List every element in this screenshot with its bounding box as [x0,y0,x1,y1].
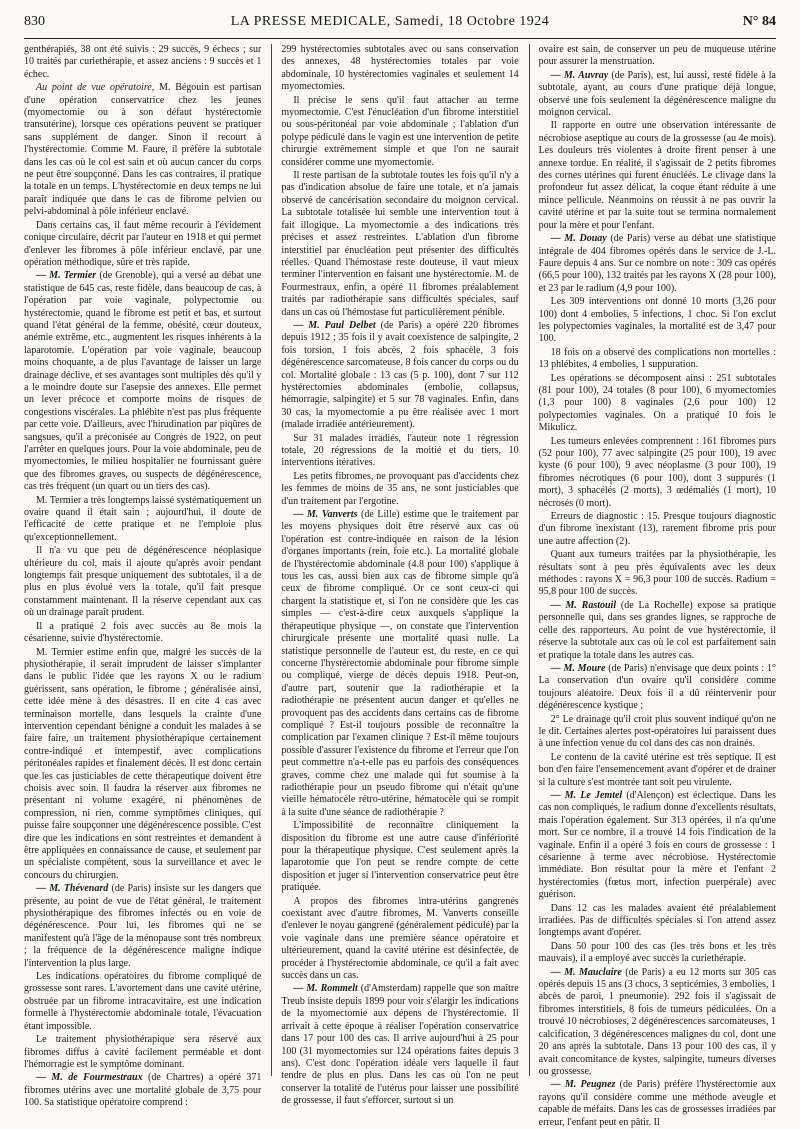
paragraph [24,82,261,218]
paragraph [539,600,776,662]
paragraph-text: M. Termier a très longtemps laissé systématiquement un ovaire quand il était sain ; aujourd'hui, il doute de l'efficacité de cette pratique et ne l'emploie plus qu'exceptionnellement. [24,494,262,543]
paragraph-text: Les tumeurs enlevées comprennent : 161 fibromes purs (52 pour 100), 77 avec salpingite (25 pour 100), 19 avec kyste (6 pour 100), 9 avec néoplasme (3 pour 100), 19 fibromes nécrotiques (6 pour 100), dont 3 suppurés (1 mort), 3 sphacélés (2 morts), 3 œdémaliés (1 mort), 10 nécrosés (0 mort). [538,435,776,509]
paragraph [539,233,776,295]
paragraph [24,44,261,81]
journal-title: LA PRESSE MEDICALE, Samedi, 18 Octobre 1924 [230,14,550,29]
paragraph [539,120,776,232]
speaker-name: — M. Thévenard [36,883,109,895]
speaker-name: — M. Rommelt [293,983,358,995]
issue-number: N° 84 [742,14,776,29]
paragraph-text: (d'Alençon) est éclectique. Dans les cas non compliqués, le radium donne d'excellents résultats, mais l'opération également. Sur 313 opérées, il n'a qu'une mort. Sur ce nombre, il a trouvé 14 fois l'indication de la vaginale. Enfin il a opéré 3 fois en cours de grossesse : 1 césarienne à terme avec nécrobiose. Hystérectomie immédiate. Bon résultat pour la mère et l'enfant 2 hystérectomies (fœtus mort, infection puerpérale) avec guérison. [538,789,776,901]
paragraph [24,545,261,619]
paragraph-text: Les indications opératoires du fibrome compliqué de grossesse sont rares. L'avortement dans une cavité utérine, obstruée par un fibrome intracavitaire, est une indication formelle à l'hystérectomie abdominale totale, l'évacuation étant impossible. [24,971,262,1032]
paragraph-text: Il précise le sens qu'il faut attacher au terme myomectomie. C'est l'énucléation d'un fibrome interstitiel ou sous-péritonéal par voie abdominale ; l'ablation d'un polype pédiculé dans le vagin est une intervention de petite chirurgie extrêmement simple et que l'on ne saurait considérer comme une myomectomie. [281,94,519,168]
page-number: 830 [24,14,45,29]
paragraph-text: Sur 31 malades irradiés, l'auteur note 1 régression totale, 20 régressions de la moitié et du tiers, 10 interventions itératives. [281,432,519,469]
paragraph [281,433,518,470]
paragraph [281,320,518,432]
paragraph-text: Dans 50 pour 100 des cas (les très bons et les très mauvais), il a employé avec succès la curiethérapie. [538,940,776,965]
speaker-name: — M. Mauclaire [550,966,622,978]
paragraph [281,820,518,894]
paragraph-text: Le contenu de la cavité utérine est très septique. Il est bon d'en faire l'ensemencement avant d'opérer et de drainer si la culture s'est montrée tant soit peu virulente. [538,751,776,788]
paragraph-text: M. Bégouin est partisan d'une opération conservatrice chez les jeunes (myomectomie ou à son défaut hystérectomie transutérine), lorsque ces opérations peuvent se pratiquer sans supplément de danger. Sinon il recourt à l'hystérectomie. Comme M. Faure, il préfère la subtotale dans les cas où le col est sain et où aucun cancer du corps ne peut être soupçonné. Dans les cas contraires, il pratique la totale en un temps. L'hystérectomie en deux temps ne lui paraît indiquée que dans le cas de fibrome pelvien ou pelvi-abdominal à pôle inférieur enclavé. [24,82,262,218]
paragraph-text: (de Paris) n'envisage que deux points : 1° La conservation d'un ovaire qu'il considère comme toujours aléatoire. Deux fois il a dû réintervenir pour dégénérescence kystique ; [538,662,776,712]
paragraph [539,941,776,966]
speaker-name: — M. de Fourmestraux [36,1072,143,1084]
speaker-name: — M. Termier [36,270,97,282]
paragraph-text: (de Paris) a opéré 220 fibromes depuis 1912 ; 35 fois il y avait coexistence de salpingite, 2 fois torsion, 1 fois abcès, 2 fois sphacèle, 3 fois dégénérescence sarcomateuse, 8 fois cancer du corps ou du col. Mortalité globale : 13 cas (5 p. 100), dont 7 sur 112 hystérectomies abdominales (embolie, collapsus, hémorragie, salpingite) et 5 sur 78 vaginales. Enfin, dans 30 cas, la myomectomie a pu être réalisée avec 1 mort (malade irradiée antérieurement). [281,319,519,431]
speaker-name: — M. Peugnez [550,1079,616,1091]
paragraph [24,971,261,1033]
paragraph [539,714,776,751]
paragraph [539,1079,776,1129]
paragraph-text: (de Paris) insiste sur les dangers que présente, au point de vue de l'état général, le traitement physiothérapique des fibromes infectés ou en voie de dégénérescence. Pour lui, les fibromes qui ne se manifestent qu'à l'âge de la ménopause sont très nombreux ; la fréquence de la dégénérescence maligne indique l'intervention la plus large. [24,883,262,969]
paragraph [539,511,776,548]
paragraph [281,44,518,94]
speaker-name: — M. Paul Delbet [293,319,376,331]
column-3 [529,44,776,1128]
paragraph-text: Il a pratiqué 2 fois avec succès au 8e mois la césarienne, suivie d'hystérectomie. [24,620,262,645]
paragraph-text: A propos des fibromes intra-utérins gangrenés coexistant avec d'autre fibromes, M. Vanverts conseille d'enlever le noyau gangrené (généralement pédiculé) par la voie vaginale dans une première séance opératoire et ultérieurement, quand la cavité utérine est désinfectée, de procéder à l'hystérectomie abdominale, ce qu'il a fait avec succès dans un cas. [281,895,519,982]
paragraph-text: (de Paris) préfère l'hystérectomie aux rayons qu'il considère comme une méthode aveugle et capable de méfaits. Dans les cas de grossesses irradiées par erreur, l'enfant peut en pâtir. Il [538,1079,776,1128]
paragraph-text: (de Paris), est, lui aussi, resté fidèle à la subtotale, ayant, au cours d'une pratique déjà longue, observé une fois seulement la dégénérescence maligne du moignon cervical. [538,69,776,119]
paragraph-text: ovaire est sain, de conserver un peu de muqueuse utérine pour assurer la menstruation. [538,44,776,68]
italic-lead: Au point de vue opératoire, [36,82,155,94]
speaker-name: — M. Le Jemtel [550,789,623,801]
paragraph-text: Les petits fibromes, ne provoquant pas d'accidents chez les femmes de moins de 35 ans, ne sont justiciables que d'un traitement par l'ergotine. [281,470,519,507]
paragraph [281,509,518,819]
speaker-name: — M. Douay [550,233,607,245]
paragraph [281,471,518,508]
column-1 [24,44,262,1109]
paragraph-text: Il n'a vu que peu de dégénérescence néoplasique ultérieure du col, mais il ajoute qu'après avoir pendant longtemps fait presque uniquement des subtotales, il a de plus en plus évolué vers la totale, qu'il fait presque constamment maintenant. Il la réserve cependant aux cas où un drainage paraît prudent. [24,545,262,619]
paragraph-text: 299 hystérectomies subtotales avec ou sans conservation des annexes, 48 hystérectomies totales par voie abdominale, 10 hystérectomies vaginales et seulement 14 myomectomies. [281,44,519,93]
paragraph-text: Il rapporte en outre une observation intéressante de nécrobiose aseptique au cours de la grossesse (au 4e mois). Les douleurs très violentes à droite firent penser à une annexe tordue. En réalité, il s'agissait de 2 petits fibromes des cornes utérines qui furent énucléés. Le clivage dans la profondeur fut assez délicat, la coque étant réduite à une mince pellicule. Néanmoins on réussit à ne pas ouvrir la cavité utérine et par la suite tout se termina normalement pour la mère et pour l'enfant. [538,120,776,231]
paragraph-text: (de Paris) a eu 12 morts sur 305 cas opérés depuis 15 ans (3 chocs, 3 septicémies, 3 embolies, 1 abcès de paroi, 1 pneumonie). 292 fois il s'agissait de fibromes interstitiels, 8 fois de tumeurs pédiculées. On a trouvé 10 nécrobioses, 2 dégénérescences sarcomateuses, 1 calcification, 3 dégénérescences malignes du col, dont une 20 ans après la subtotale. Dans 13 pour 100 des cas, il y avait concomitance de kystes, salpingite, tumeurs diverses ou grossesse. [538,966,776,1077]
paragraph [539,70,776,120]
paragraph-text: Il reste partisan de la subtotale toutes les fois qu'il n'y a pas d'indication absolue de faire une totale, et n'a jamais observé de cancérisation secondaire du moignon cervical. La subtotale totalisée lui semble une intervention tout à fait illogique. La myomectomie a des indications très précises et assez restreintes. L'ablation d'un fibrome interstitiel par énucléation peut présenter des difficultés réelles. Quand l'hémostase reste douteuse, il vaut mieux terminer l'intervention en faisant une hystérectomie. M. de Fourmestraux, enfin, a opéré 11 fibromes préalablement traités par radiothérapie sans difficultés spéciales, sauf dans un cas où l'hémostase fut particulièrement pénible. [281,170,519,318]
paragraph-text: 18 fois on a observé des complications non mortelles : 13 phlébites, 4 embolies, 1 suppuration. [538,346,776,371]
paragraph [539,967,776,1079]
paragraph [281,896,518,983]
article-columns [24,44,776,1128]
paragraph [24,1034,261,1071]
paragraph [539,752,776,789]
column-2 [271,44,519,1107]
header-rule [24,38,776,39]
paragraph-text: (de Chartres) a opéré 371 fibromes utérins avec une mortalité globale de 3,75 pour 100. Sa statistique opératoire comprend : [24,1072,262,1109]
paragraph-text: 2° Le drainage qu'il croit plus souvent indiqué qu'on ne le dit. Certaines alertes post-opératoires lui paraissent dues à une infection venue du col dans des cas non drainés. [538,713,776,750]
paragraph [24,647,261,883]
paragraph [539,549,776,599]
paragraph [539,373,776,435]
paragraph [24,1072,261,1109]
paragraph-text: (d'Amsterdam) rappelle que son maître Treub insiste depuis 1899 pour voir s'élargir les indications de la myomectomie aux dépens de l'hystérectomie. Il arrivait à cette époque à réaliser l'opération conservatrice dans 17 pour 100 des cas. Il arrive aujourd'hui à 25 pour 100 (31 myomectomies sur 124 opérations faites depuis 3 ans). C'est donc l'opération idéale vers laquelle il faut tendre de plus en plus. Dans les cas où l'on ne peut conserver la totalité de l'utérus pour laisser une possibilité de grossesse, il faut s'efforcer, surtout si un [281,983,519,1107]
paragraph-text: Dans certains cas, il faut même recourir à l'évidement conique circulaire, décrit par l'auteur en 1918 et qui permet d'enlever les fibromes à pôle inférieur enclavé, par une opération méthodique, sûre et très rapide. [24,219,262,268]
paragraph-text: (de Lille) estime que le traitement par les moyens physiques doit être réservé aux cas où l'opération est contre-indiquée en raison de la lésion d'organes importants (rein, foie etc.). La mortalité globale de l'hystérectomie abdominale (4.8 pour 100) s'applique à tous les cas, aussi bien aux cas de fibrome simple qu'à ceux de fibrome compliqué. Or ce sont ceux-ci qui chargent la statistique et, si l'on ne considère que les cas simples — c'est-à-dire ceux auxquels s'applique la thérapeutique physique —, on constate que l'intervention chirurgicale présente une mortalité quasi nulle. La statistique personnelle de l'auteur est, du reste, en ce qui concerne l'hystérectomie abdominale pour fibrome simple ou compliqué, vierge de décès depuis 1918. Peut-on, d'autre part, soutenir que la radiothérapie et la radiothérapie ne présentent aucun danger et qu'elles ne provoquent pas des accidents dans certains cas de fibrome compliqué ? Est-il toujours possible de reconnaître la complication par l'examen clinique ? Est-il même toujours possible d'assurer l'existence du fibrome et l'erreur que l'on peut commettre n'a-t-elle pas eu parfois des conséquences graves, comme chez une malade qui fut soumise à la radiothérapie pour un pseudo fibrome qui n'était qu'une vieille hématocèle rétro-utérine, hématocèle qui se rompit à la suite d'une séance de radiothérapie ? [281,509,519,818]
paragraph [539,436,776,510]
paragraph-text: (de La Rochelle) expose sa pratique personnelle qui, dans ses grandes lignes, se rapproche de celle des rapporteurs. Au point de vue hystérectomie, il réserve la subtotale aux cas où le col est parfaitement sain et pratique la totale dans les autres cas. [538,599,776,661]
paragraph-text: Les opérations se décomposent ainsi : 251 subtotales (81 pour 100), 24 totales (8 pour 100), 6 myomectomies (1,3 pour 100) 8 vaginales (2,6 pour 100) 12 polypectomies vaginales. On a pratiqué 10 fois le Mikulicz. [538,372,776,434]
paragraph [281,983,518,1107]
paragraph [539,663,776,713]
running-header [24,14,776,36]
paragraph [281,170,518,319]
paragraph-text: Dans 12 cas les malades avaient été préalablement irradiées. Pas de difficultés spéciales si l'on attend assez longtemps avant d'opérer. [538,902,776,939]
speaker-name: — M. Vanverts [293,509,358,521]
speaker-name: — M. Auvray [550,69,609,81]
paragraph [24,270,261,493]
paragraph [539,790,776,902]
paragraph [539,347,776,372]
paragraph [539,296,776,346]
paragraph-text: genthérapiés, 38 ont été suivis : 29 succès, 9 échecs ; sur 10 traités par curiethérapie, et assez anciens : 9 succès et 1 échec. [24,44,262,80]
paragraph [24,621,261,646]
paragraph-text: (de Grenoble), qui a versé au débat une statistique de 645 cas, reste fidèle, dans beaucoup de cas, à l'opération par voie vaginale, polypectomie ou hystérectomie, quand le fibrome est petit et bas, et surtout quand l'état général de la femme, obésité, cœur douteux, anémie extrême, etc., augmentent les risques inhérents à la laparotomie. L'opération par voie vaginale, beaucoup moins choquante, a de plus l'avantage de laisser un large drainage déclive, et ses avantages sont multiples dès qu'il y a le moindre doute sur l'asepsie des annexes. Elle permet un lever précoce et comporte moins de risques de congestions viscérales. La phlébite n'est pas plus fréquente par cette voie. D'ailleurs, avec l'hirudination par piqûres de sangsues, qu'il a préconisée au Congrès de 1922, on peut l'arrêter en quelques jours. Pour la voie abdominale, peu de myomectomies, le milieu hospitalier ne fournissant guère que des fibromes graves, ou suspects de dégénérescence, cas très fréquent (un quart ou un tiers des cas). [24,270,262,493]
paragraph [24,495,261,545]
paragraph [24,220,261,270]
speaker-name: — M. Moure [550,662,606,674]
paragraph [24,883,261,970]
paragraph-text: Les 309 interventions ont donné 10 morts (3,26 pour 100) dont 4 embolies, 5 infections, 1 choc. Si l'on exclut les polypectomies vaginales, la mortalité est de 3,47 pour 100. [538,296,776,345]
paragraph-text: Quant aux tumeurs traitées par la physiothérapie, les résultats sont à peu près équivalents avec les deux méthodes : rayons X = 96,3 pour 100 de succès. Radium = 95,8 pour 100 de succès. [538,549,776,598]
paragraph-text: (de Paris) verse au débat une statistique intégrale de 404 fibromes opérés dans le service de J.-L. Faure depuis 4 ans. Sur ce nombre on note : 309 cas opérés (66,5 pour 100), 132 traités par les rayons X (28 pour 100), et 23 par le radium (4,9 pour 100). [538,233,776,294]
paragraph-text: Erreurs de diagnostic : 15. Presque toujours diagnostic d'un fibrome inexistant (13), rarement fibrome pris pour une autre affection (2). [538,511,776,547]
speaker-name: — M. Rastouil [550,599,617,611]
paragraph [539,903,776,940]
paragraph [539,44,776,69]
paragraph-text: Le traitement physiothérapique sera réservé aux fibromes diffus à cavité facilement perméable et dont l'hémorragie est le symptôme dominant. [24,1034,262,1070]
paragraph-text: M. Termier estime enfin que, malgré les succès de la physiothérapie, il serait imprudent de laisser s'implanter dans le public l'idée que les rayons X ou le radium guérissent, sans opération, le fibrome ; généralisée ainsi, cette idée mène à des désastres. Il en cite 4 cas avec terminaison mortelle, dans lesquels la crainte d'une intervention cependant bénigne a conduit les malades à se faire faire, un traitement physiothérapique certainement contre-indiqué et intempestif, avec complications péritonéales rapides et finalement décès. Il est donc certain que les cas justiciables de cette thérapeutique doivent être choisis avec soin. Il faudra la réserver aux fibromes ne présentant ni volume exagéré, ni phénomènes de compression, ni rien, comme symptômes cliniques, qui puisse faire soupçonner une dégénérescence possible. C'est dire que les indications en sont restreintes et demandent à être appliquées en connaissance de cause, et seulement par un spécialiste compétent, sous la surveillance et avec le concours du chirurgien. [24,646,262,881]
paragraph [281,95,518,169]
paragraph-text: L'impossibilité de reconnaître cliniquement la disposition du fibrome est une autre cause d'infériorité pour la thérapeutique physique. C'est seulement après la laparotomie que l'on peut se rendre compte de cette disposition et juger si l'intervention conservatrice peut être pratiquée. [281,820,519,894]
